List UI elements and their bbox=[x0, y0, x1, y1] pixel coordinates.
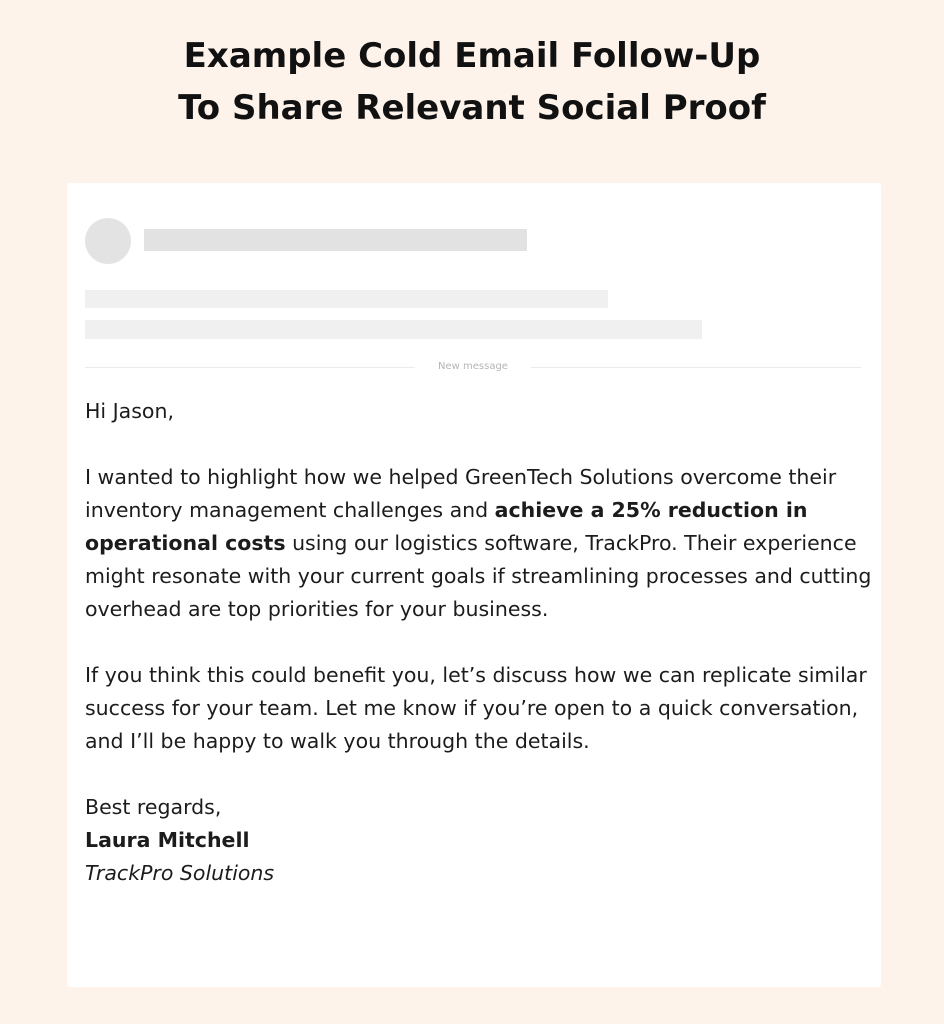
sender-company: TrackPro Solutions bbox=[85, 861, 275, 885]
paragraph-1-end: using our logistics software, TrackPro. Their experience might resonate with your current goals if streamlining processes and cutting overhead are top priorities for your business. bbox=[85, 531, 872, 621]
page-title-line-1: Example Cold Email Follow-Up bbox=[183, 36, 761, 76]
paragraph-1 bbox=[85, 461, 875, 626]
greeting: Hi Jason, bbox=[85, 399, 174, 423]
page-title bbox=[0, 30, 944, 134]
email-body bbox=[85, 395, 875, 890]
sender-placeholder bbox=[144, 229, 527, 251]
paragraph-1-highlight: achieve a 25% reduction in operational costs bbox=[85, 498, 808, 555]
paragraph-2: If you think this could benefit you, let’s discuss how we can replicate similar success for your team. Let me know if you’re open to a quick conversation, and I’ll be happy to walk you through the details. bbox=[85, 663, 867, 753]
avatar bbox=[85, 218, 131, 264]
sender-name: Laura Mitchell bbox=[85, 828, 250, 852]
signoff: Best regards, bbox=[85, 795, 222, 819]
divider-label: New message bbox=[438, 361, 508, 372]
email-card bbox=[67, 183, 881, 987]
header-placeholder-line-1 bbox=[85, 290, 608, 308]
new-message-divider bbox=[85, 359, 861, 375]
page-title-line-2: To Share Relevant Social Proof bbox=[178, 88, 766, 128]
header-placeholder-line-2 bbox=[85, 320, 702, 339]
signature bbox=[85, 791, 875, 890]
paragraph-1-start: I wanted to highlight how we helped GreenTech Solutions overcome their inventory management challenges and bbox=[85, 465, 837, 522]
